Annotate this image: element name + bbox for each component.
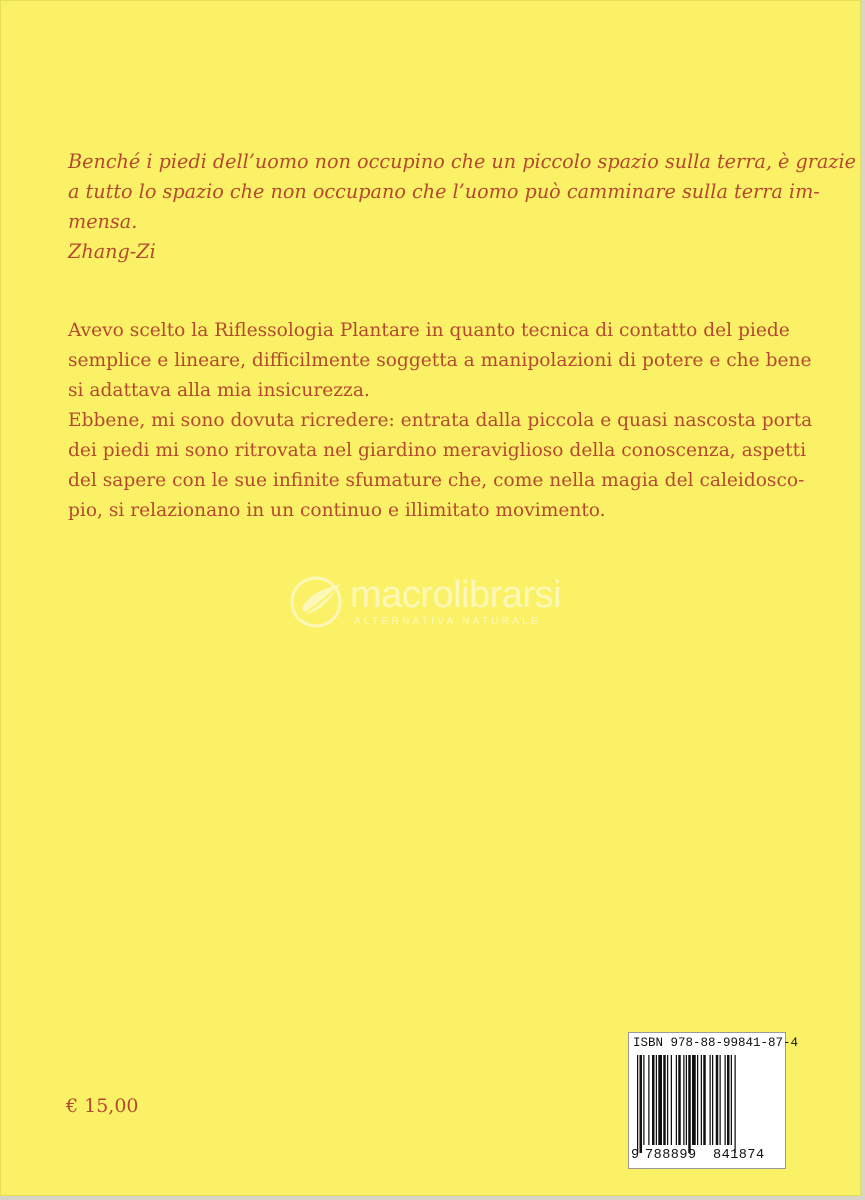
barcode-bar	[652, 1055, 655, 1145]
barcode-bar	[683, 1055, 684, 1145]
barcode-bar	[656, 1055, 657, 1145]
barcode-bar	[643, 1055, 644, 1145]
isbn-barcode	[628, 1032, 799, 1169]
quote-author: Zhang-Zi	[68, 240, 156, 263]
blurb-line: si adattava alla mia insicurezza.	[68, 380, 370, 401]
barcode-bar	[640, 1055, 643, 1153]
barcode-bar	[671, 1055, 672, 1145]
barcode-bar	[735, 1055, 736, 1153]
blurb-line: semplice e lineare, difficilmente soggetta a manipolazioni di potere e che bene	[68, 350, 812, 371]
barcode-bar	[727, 1055, 730, 1145]
watermark-tagline: ALTERNATIVA NATURALE	[354, 616, 541, 627]
barcode-bar	[731, 1055, 732, 1145]
quote-line: Benché i piedi dell’uomo non occupino che un piccolo spazio sulla terra, è grazie	[68, 150, 856, 173]
barcode-bar	[703, 1055, 706, 1145]
blurb-line: Avevo scelto la Riflessologia Plantare in quanto tecnica di contatto del piede	[68, 320, 790, 341]
barcode-bar	[678, 1055, 681, 1145]
barcode-bar	[720, 1055, 721, 1145]
isbn-label: ISBN 978-88-99841-87-4	[633, 1036, 799, 1050]
barcode-bar	[692, 1055, 696, 1145]
barcode-bar	[712, 1055, 713, 1145]
barcode-bar	[710, 1055, 711, 1145]
barcode-bar	[648, 1055, 649, 1145]
leaf-icon	[288, 574, 348, 630]
ean-first-digit: 9	[631, 1148, 640, 1163]
watermark-logo	[288, 574, 588, 634]
barcode-bar	[701, 1055, 702, 1145]
blurb-line: pio, si relazionano in un continuo e illimitato movimento.	[68, 500, 606, 521]
watermark-name: macrolibrarsi	[350, 574, 561, 616]
blurb-text	[68, 316, 813, 526]
epigraph-quote	[68, 147, 856, 267]
quote-line: mensa.	[68, 210, 138, 233]
barcode-bar	[667, 1055, 668, 1145]
quote-line: a tutto lo spazio che non occupano che l’uomo può camminare sulla terra im-	[68, 180, 820, 203]
barcode-bar	[658, 1055, 662, 1145]
barcode-bars	[635, 1055, 781, 1153]
barcode-bar	[725, 1055, 726, 1145]
barcode-bar	[663, 1055, 666, 1145]
blurb-line: Ebbene, mi sono dovuta ricredere: entrata dalla piccola e quasi nascosta porta	[68, 410, 813, 431]
barcode-bar	[676, 1055, 677, 1145]
barcode-bar	[688, 1055, 691, 1153]
ean-left-digits: 788899	[645, 1148, 697, 1163]
blurb-line: dei piedi mi sono ritrovata nel giardino meraviglioso della conoscenza, aspetti	[68, 440, 807, 461]
barcode-bar	[637, 1055, 638, 1153]
blurb-line: del sapere con le sue infinite sfumature che, come nella magia del caleidosco-	[68, 470, 805, 491]
ean-right-digits: 841874	[713, 1148, 765, 1163]
barcode-bar	[686, 1055, 687, 1145]
price-label: € 15,00	[66, 1095, 139, 1117]
barcode-bar	[697, 1055, 698, 1145]
barcode-bar	[716, 1055, 719, 1145]
